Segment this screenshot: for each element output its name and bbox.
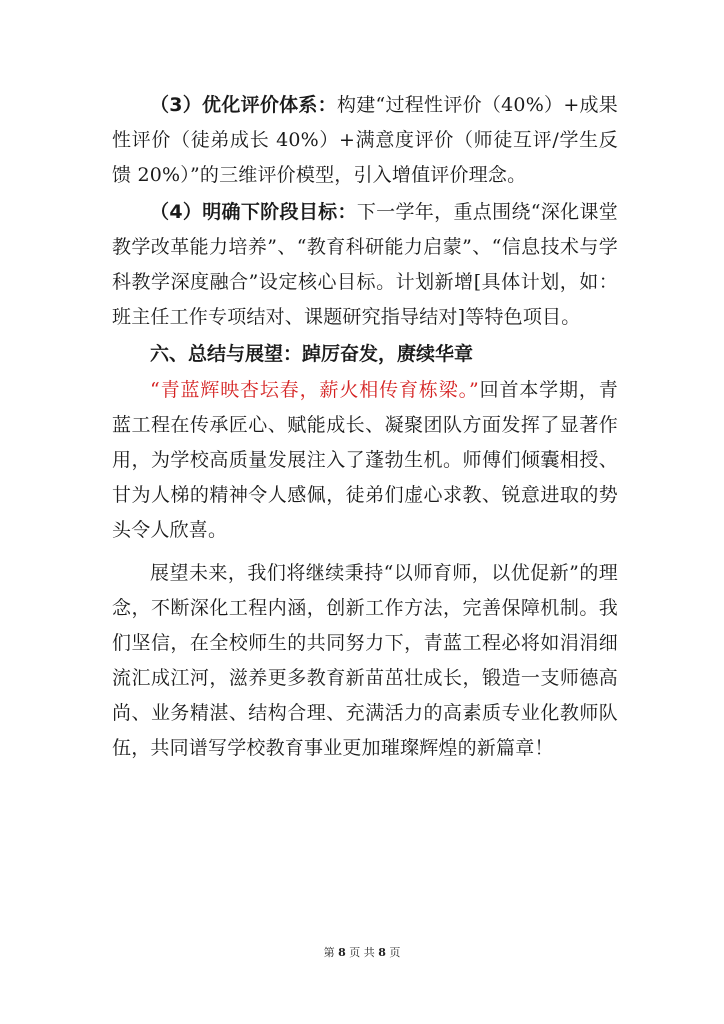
paragraph-text: 构建“过程性评价（40%）+成果性评价（徒弟成长 40%）+满意度评价（师徒互评/学生反馈 20%）”的三维评价模型，引入增值评价理念。 [112,94,618,186]
paragraph-summary [112,373,618,548]
footer-suffix: 页 [389,946,401,959]
footer-middle: 页 共 [349,946,375,959]
paragraph-text: 下一学年，重点围绕“深化课堂教学改革能力培养”、“教育科研能力启蒙”、“信息技术与学科教学深度融合”设定核心目标。计划新增[具体计划，如：班主任工作专项结对、课题研究指导结对]等特色项目。 [112,201,619,328]
section-heading: 六、总结与展望：踔厉奋发，赓续华章 [150,343,474,365]
page-footer [0,944,724,960]
footer-total-pages: 8 [378,946,386,959]
quote-text: “青蓝辉映杏坛春，薪火相传育栋梁。” [150,379,479,401]
document-page [112,88,618,766]
paragraph-next-goals [112,195,618,335]
paragraph-evaluation-system [112,88,618,193]
paragraph-text: 回首本学期，青蓝工程在传承匠心、赋能成长、凝聚团队方面发挥了显著作用，为学校高质量发展注入了蓬勃生机。师傅们倾囊相授、甘为人梯的精神令人感佩，徒弟们虚心求教、锐意进取的势头令人欣喜。 [112,379,618,541]
paragraph-outlook: 展望未来，我们将继续秉持“以师育师，以优促新”的理念，不断深化工程内涵，创新工作方法，完善保障机制。我们坚信，在全校师生的共同努力下，青蓝工程必将如涓涓细流汇成江河，滋养更多教育新苗茁壮成长，锻造一支师德高尚、业务精湛、结构合理、充满活力的高素质专业化教师队伍，共同谱写学校教育事业更加璀璨辉煌的新篇章！ [112,562,618,759]
paragraph-label: （3）优化评价体系： [150,94,337,116]
paragraph-label: （4）明确下阶段目标： [150,201,357,223]
footer-prefix: 第 [323,946,335,959]
footer-page-number: 8 [338,946,346,959]
